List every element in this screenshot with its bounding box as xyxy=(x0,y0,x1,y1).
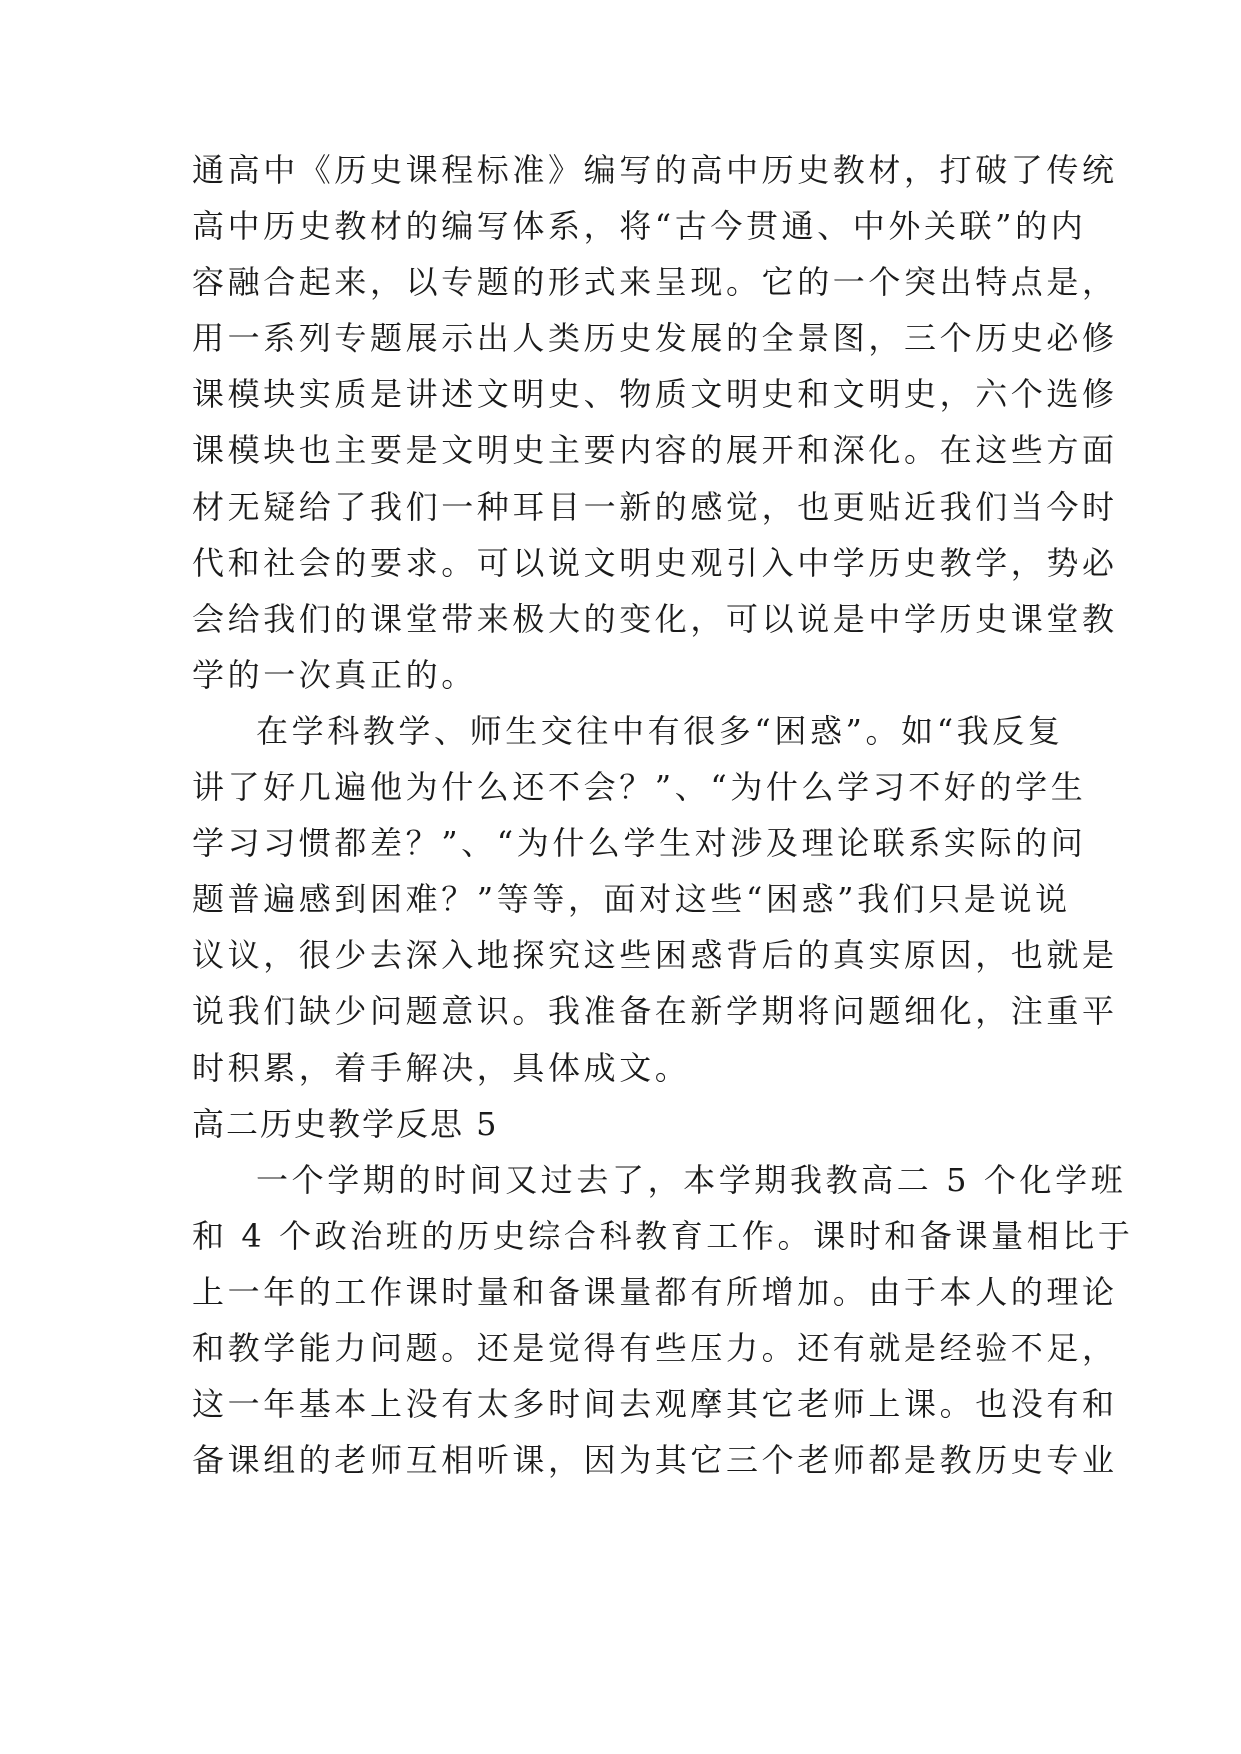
text-line: 在学科教学、师生交往中有很多“困惑”。如“我反复 xyxy=(256,711,1064,750)
text-line: 上一年的工作课时量和备课量都有所增加。由于本人的理论 xyxy=(192,1272,1118,1311)
text-line: 代和社会的要求。可以说文明史观引入中学历史教学，势必 xyxy=(192,543,1118,582)
text-line: 讲了好几遍他为什么还不会？”、“为什么学习不好的学生 xyxy=(192,768,1087,807)
text-line: 材无疑给了我们一种耳目一新的感觉，也更贴近我们当今时 xyxy=(192,487,1118,526)
section-heading: 高二历史教学反思 5 xyxy=(192,1104,499,1143)
text-line: 议议，很少去深入地探究这些困惑背后的真实原因，也就是 xyxy=(192,936,1118,975)
text-line: 会给我们的课堂带来极大的变化，可以说是中学历史课堂教 xyxy=(192,599,1118,638)
text-line: 时积累，着手解决，具体成文。 xyxy=(192,1048,691,1087)
text-line: 容融合起来，以专题的形式来呈现。它的一个突出特点是， xyxy=(192,263,1118,302)
text-line: 课模块实质是讲述文明史、物质文明史和文明史，六个选修 xyxy=(192,375,1118,414)
document-body xyxy=(192,142,1134,1488)
text-line: 学的一次真正的。 xyxy=(192,655,477,694)
text-line: 说我们缺少问题意识。我准备在新学期将问题细化，注重平 xyxy=(192,992,1118,1031)
text-line: 课模块也主要是文明史主要内容的展开和深化。在这些方面 xyxy=(192,431,1118,470)
text-line: 和教学能力问题。还是觉得有些压力。还有就是经验不足， xyxy=(192,1328,1118,1367)
text-line: 备课组的老师互相听课，因为其它三个老师都是教历史专业 xyxy=(192,1441,1118,1480)
text-line: 学习习惯都差？”、“为什么学生对涉及理论联系实际的问 xyxy=(192,824,1087,863)
text-line: 一个学期的时间又过去了，本学期我教高二 5 个化学班 xyxy=(256,1160,1127,1199)
text-line: 这一年基本上没有太多时间去观摩其它老师上课。也没有和 xyxy=(192,1385,1118,1424)
text-line: 通高中《历史课程标准》编写的高中历史教材，打破了传统 xyxy=(192,151,1118,189)
text-line: 和 4 个政治班的历史综合科教育工作。课时和备课量相比于 xyxy=(192,1216,1134,1255)
text-line: 用一系列专题展示出人类历史发展的全景图，三个历史必修 xyxy=(192,319,1118,358)
text-line: 高中历史教材的编写体系，将“古今贯通、中外关联”的内 xyxy=(192,207,1087,246)
text-line: 题普遍感到困难？”等等，面对这些“困惑”我们只是说说 xyxy=(192,880,1071,919)
